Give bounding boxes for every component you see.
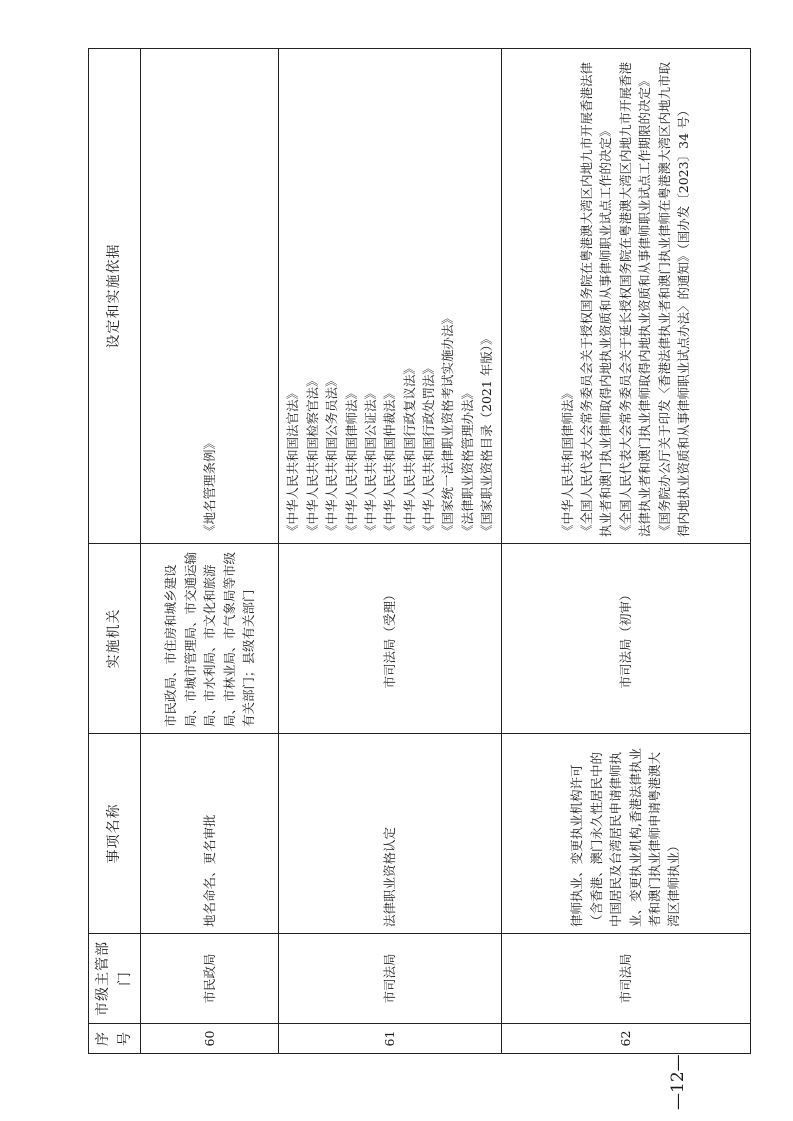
- header-seq: 序号: [89, 1024, 141, 1054]
- cell-seq: 61: [279, 1024, 501, 1054]
- basis-law: 《中华人民共和国公务员法》: [324, 374, 340, 537]
- cell-item: 律师执业、变更执业机构许可（含香港、澳门永久性居民中的中国居民及台湾居民申请律师执业、变更执业机构,香港法律执业者和澳门执业律师申请粤港澳大湾区律师执业）: [501, 734, 750, 934]
- basis-law: 《中华人民共和国律师法》: [343, 386, 359, 537]
- basis-law: 《国家统一法律职业资格考试实施办法》: [440, 311, 456, 537]
- cell-basis: [141, 49, 279, 544]
- table-row: [141, 49, 279, 1054]
- header-dept: 市级主管部门: [89, 934, 141, 1024]
- cell-agency: 市司法局（初审）: [501, 544, 750, 734]
- basis-law: 《中华人民共和国行政复议法》: [401, 361, 417, 537]
- page-number-wrap: [668, 1050, 708, 1110]
- basis-law: 《全国人民代表大会常务委员会关于授权国务院在粤港澳大湾区内地九市开展香港法律执业者和澳门执业律师取得内地执业资质和从事律师职业试点工作的决定》: [579, 61, 614, 537]
- basis-law: 《地名管理条例》: [202, 436, 218, 537]
- cell-basis: [501, 49, 750, 544]
- cell-seq: 60: [141, 1024, 279, 1054]
- basis-law: 《国务院办公厅关于印发〈香港法律执业者和澳门执业律师在粤港澳大湾区内地九市取得内地执业资质和从事律师职业试点办法〉的通知》（国办发〔2023〕34 号）: [656, 61, 691, 537]
- header-item: 事项名称: [89, 734, 141, 934]
- basis-law: 《中华人民共和国行政处罚法》: [421, 361, 436, 537]
- cell-dept: 市司法局: [501, 934, 750, 1024]
- cell-dept: 市司法局: [279, 934, 501, 1024]
- basis-law: 《中华人民共和国仲裁法》: [382, 386, 398, 537]
- header-basis: 设定和实施依据: [89, 49, 141, 544]
- basis-law: 《全国人民代表大会常务委员会关于延长授权国务院在粤港澳大湾区内地九市开展香港法律执业者和澳门执业律师取得内地执业资质和从事律师职业试点工作期限的决定》: [617, 61, 653, 537]
- table-header-row: [89, 49, 141, 1054]
- cell-item: 地名命名、更名审批: [141, 734, 279, 934]
- cell-agency: 市民政局、市住房和城乡建设局、市城市管理局、市交通运输局、市水利局、市文化和旅游局、市林业局、市气象局等市级有关部门；县级有关部门: [141, 544, 279, 734]
- basis-law: 《中华人民共和国公证法》: [362, 386, 378, 537]
- basis-law: 《法律职业资格管理办法》: [459, 386, 475, 537]
- basis-law: 《中华人民共和国检察官法》: [304, 374, 320, 537]
- basis-law: 《国家职业资格目录（2021 年版）》: [479, 332, 495, 537]
- rotated-table-container: [88, 49, 719, 1054]
- basis-law: 《中华人民共和国法官法》: [285, 386, 301, 537]
- approval-items-table: [88, 48, 751, 1054]
- cell-basis: [279, 49, 501, 544]
- page-number: —12—: [668, 1054, 688, 1110]
- table-row: [279, 49, 501, 1054]
- cell-seq: 62: [501, 1024, 750, 1054]
- cell-item: 法律职业资格认定: [279, 734, 501, 934]
- header-agency: 实施机关: [89, 544, 141, 734]
- basis-law: 《中华人民共和国律师法》: [559, 386, 575, 537]
- cell-agency: 市司法局（受理）: [279, 544, 501, 734]
- cell-dept: 市民政局: [141, 934, 279, 1024]
- table-row: [501, 49, 750, 1054]
